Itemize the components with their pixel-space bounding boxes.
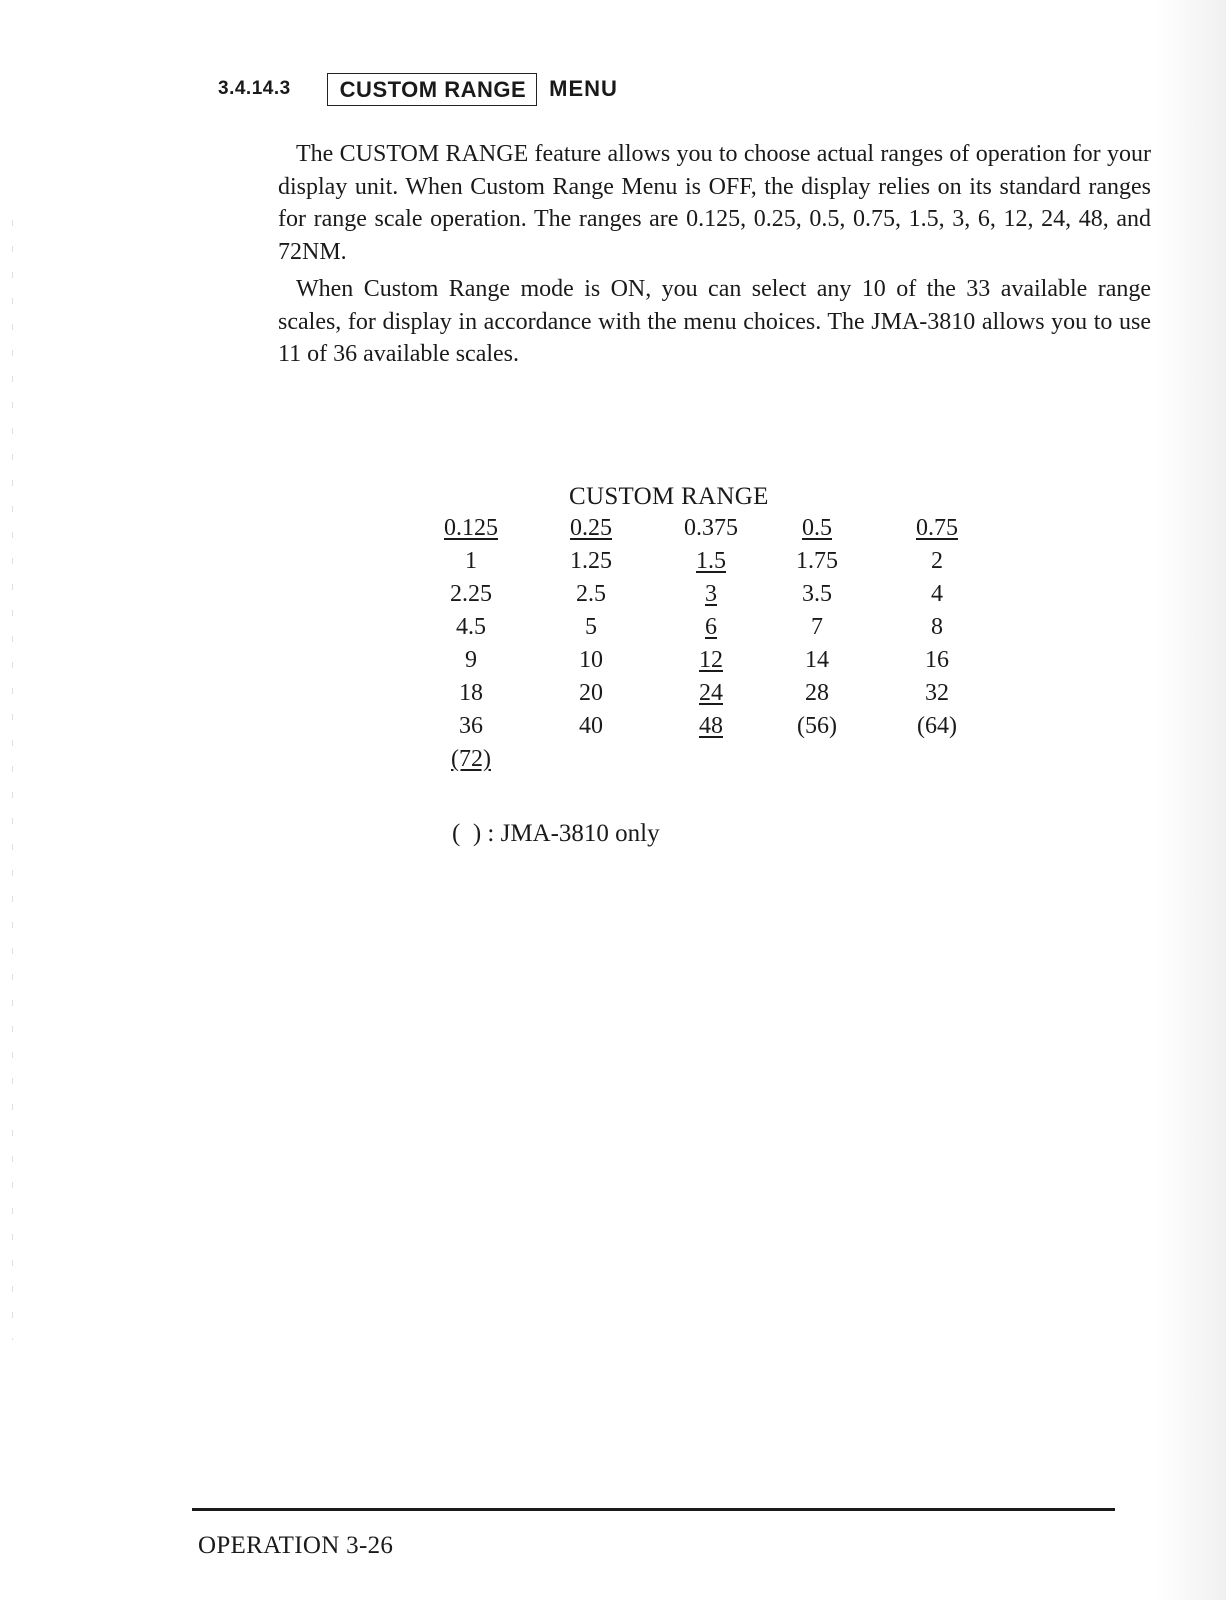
range-cell: 32 xyxy=(925,680,949,706)
range-cell: 0.375 xyxy=(684,515,738,541)
footer-divider xyxy=(192,1508,1115,1511)
range-table-title: CUSTOM RANGE xyxy=(569,483,769,510)
range-cell: 4 xyxy=(931,581,943,607)
range-cell: 2.25 xyxy=(450,581,492,607)
range-cell: 16 xyxy=(925,647,949,673)
page-edge-shading xyxy=(1156,0,1226,1600)
section-number: 3.4.14.3 xyxy=(218,78,291,99)
range-cell: 8 xyxy=(931,614,943,640)
range-cell: 10 xyxy=(579,647,603,673)
range-cell: 20 xyxy=(579,680,603,706)
range-cell: 5 xyxy=(585,614,597,640)
range-cell: 36 xyxy=(459,713,483,739)
range-cell: 3.5 xyxy=(802,581,832,607)
range-cell: 40 xyxy=(579,713,603,739)
section-heading xyxy=(218,72,618,106)
range-cell: 3 xyxy=(705,581,717,607)
range-cell: 2 xyxy=(931,548,943,574)
table-legend-note: ( ) : JMA-3810 only xyxy=(452,820,660,847)
footer-page-label: OPERATION 3-26 xyxy=(198,1532,394,1559)
range-cell: 0.75 xyxy=(916,515,958,541)
range-cell: 14 xyxy=(805,647,829,673)
range-cell: 6 xyxy=(705,614,717,640)
range-cell: 12 xyxy=(699,647,723,673)
range-cell: 2.5 xyxy=(576,581,606,607)
range-cell: (64) xyxy=(917,713,957,739)
range-cell: 48 xyxy=(699,713,723,739)
range-cell: 24 xyxy=(699,680,723,706)
range-cell: 28 xyxy=(805,680,829,706)
range-cell: 4.5 xyxy=(456,614,486,640)
range-cell: 9 xyxy=(465,647,477,673)
range-cell: 1.25 xyxy=(570,548,612,574)
range-cell: 7 xyxy=(811,614,823,640)
range-cell: 1 xyxy=(465,548,477,574)
range-cell: 1.5 xyxy=(696,548,726,574)
range-cell: 0.5 xyxy=(802,515,832,541)
range-cell: (56) xyxy=(797,713,837,739)
body-paragraph-1: The CUSTOM RANGE feature allows you to choose actual ranges of operation for your display unit. When Custom Range Menu is OFF, the display relies on its standard ranges for range scale operation. The ranges are 0.125, 0.25, 0.5, 0.75, 1.5, 3, 6, 12, 24, 48, and 72NM. xyxy=(278,141,1151,265)
body-paragraph-2: When Custom Range mode is ON, you can select any 10 of the 33 available range scales, for display in accordance with the menu choices. The JMA-3810 allows you to use 11 of 36 available scales. xyxy=(278,276,1151,367)
range-cell: 18 xyxy=(459,680,483,706)
custom-range-table xyxy=(0,514,1226,794)
range-cell: (72) xyxy=(451,746,491,772)
range-cell: 0.125 xyxy=(444,515,498,541)
section-boxed-title: CUSTOM RANGE xyxy=(327,73,538,106)
range-cell: 0.25 xyxy=(570,515,612,541)
section-title-suffix: MENU xyxy=(549,76,618,101)
range-cell: 1.75 xyxy=(796,548,838,574)
